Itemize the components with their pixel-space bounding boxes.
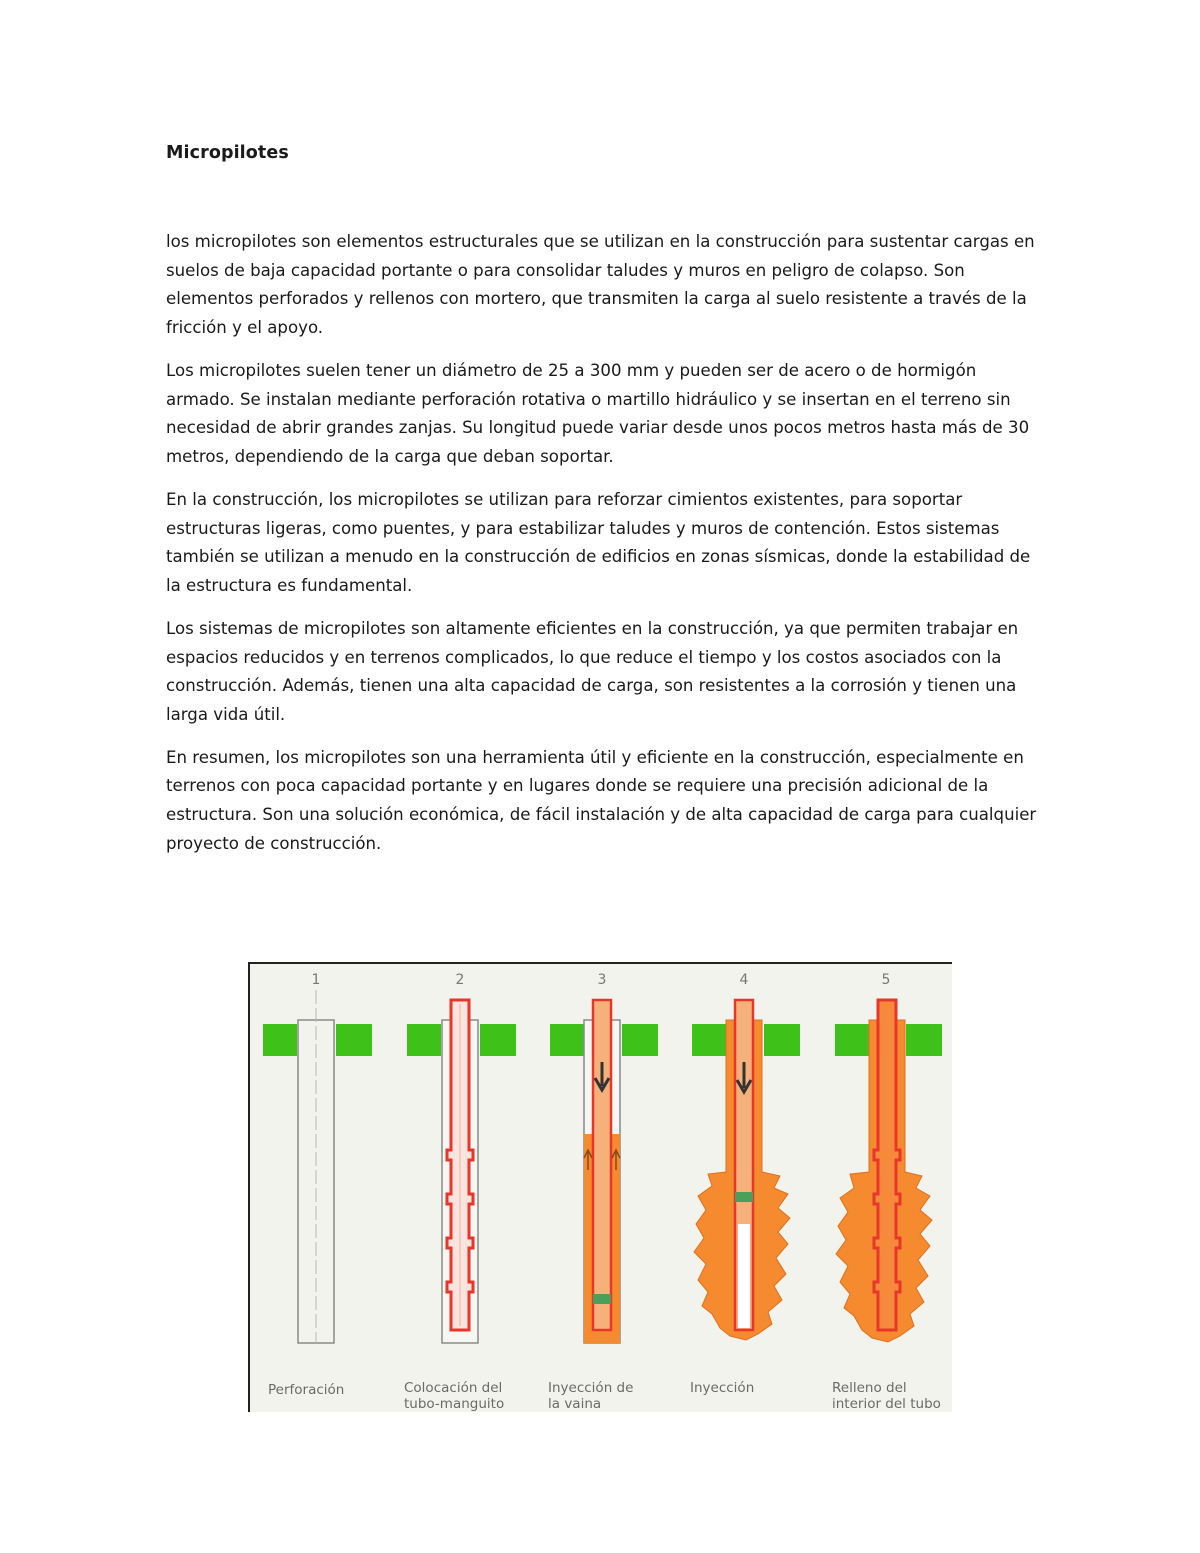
- tube: [593, 1000, 611, 1330]
- step-4-inyeccion: [692, 1000, 800, 1340]
- ground-left: [692, 1024, 726, 1056]
- paragraph: Los micropilotes suelen tener un diámetro de 25 a 300 mm y pueden ser de acero o de hormigón armado. Se instalan mediante perforación rotativa o martillo hidráulico y se insertan en el terreno sin necesidad de abrir grandes zanjas. Su longitud puede variar desde unos pocos metros hasta más de 30 metros, dependiendo de la carga que deban soportar.: [166, 360, 1030, 466]
- ground-right: [480, 1024, 516, 1056]
- ground-right: [906, 1024, 942, 1056]
- micropile-diagram: [250, 964, 952, 1412]
- caption-step-3: Inyección de la vaina: [548, 1380, 634, 1412]
- paragraph: En resumen, los micropilotes son una herramienta útil y eficiente en la construcción, especialmente en terrenos con poca capacidad portante y en lugares donde se requiere una precisión adicional de la estructura. Son una solución económica, de fácil instalación y de alta capacidad de carga para cualquier proyecto de construcción.: [166, 747, 1037, 853]
- tube-filled: [874, 1000, 900, 1330]
- caption-step-4: Inyección: [690, 1380, 755, 1396]
- paragraph: Los sistemas de micropilotes son altamente eficientes en la construcción, ya que permiten trabajar en espacios reducidos y en terrenos complicados, lo que reduce el tiempo y los costos asociados con la construcción. Además, tienen una alta capacidad de carga, son resistentes a la corrosión y tienen una larga vida útil.: [166, 618, 1019, 724]
- ground-left: [550, 1024, 584, 1056]
- step-number-2: 2: [455, 972, 465, 988]
- ground-right: [622, 1024, 658, 1056]
- paragraph: En la construcción, los micropilotes se utilizan para reforzar cimientos existentes, para soportar estructuras ligeras, como puentes, y para estabilizar taludes y muros de contención. Estos sistemas también se utilizan a menudo en la construcción de edificios en zonas sísmicas, donde la estabilidad de la estructura es fundamental.: [166, 489, 1031, 595]
- micropile-installation-figure: [248, 962, 952, 1412]
- caption-step-2: Colocación del tubo-manguito: [404, 1380, 505, 1412]
- body-text: [166, 228, 1046, 873]
- caption-step-5: Relleno del interior del tubo: [832, 1380, 941, 1412]
- step-5-relleno-tubo: [835, 1000, 942, 1342]
- tube-empty-section: [738, 1224, 750, 1328]
- ground-right: [336, 1024, 372, 1056]
- step-2-tubo-manguito: [407, 1000, 516, 1343]
- packer: [593, 1294, 611, 1304]
- page-title: Micropilotes: [166, 143, 289, 163]
- caption-step-1: Perforación: [268, 1382, 345, 1398]
- ground-right: [764, 1024, 800, 1056]
- step-number-4: 4: [739, 972, 749, 988]
- paragraph: los micropilotes son elementos estructurales que se utilizan en la construcción para sustentar cargas en suelos de baja capacidad portante o para consolidar taludes y muros en peligro de colapso. Son elementos perforados y rellenos con mortero, que transmiten la carga al suelo resistente a través de la fricción y el apoyo.: [166, 232, 1035, 337]
- ground-left: [835, 1024, 869, 1056]
- ground-left: [407, 1024, 441, 1056]
- step-number-1: 1: [311, 972, 321, 988]
- step-1-perforacion: [263, 990, 372, 1343]
- step-3-inyeccion-vaina: [550, 1000, 658, 1343]
- ground-left: [263, 1024, 297, 1056]
- step-number-3: 3: [597, 972, 607, 988]
- step-number-5: 5: [881, 972, 891, 988]
- packer: [735, 1192, 753, 1202]
